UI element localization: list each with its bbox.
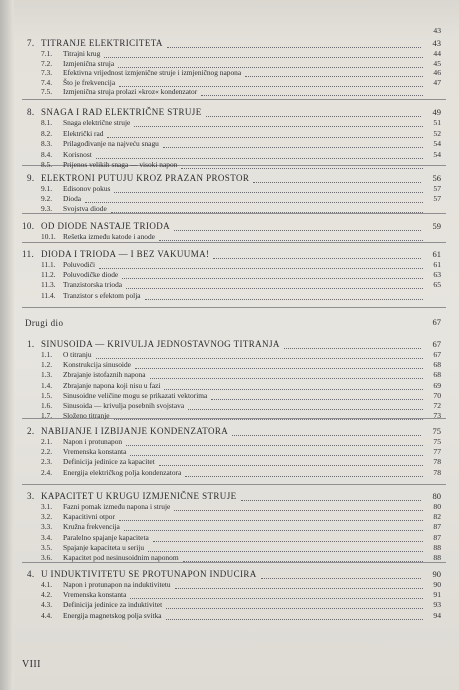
- item-page-number: 90: [433, 580, 441, 589]
- section-number: 11.: [22, 249, 35, 259]
- dot-leader: [201, 95, 423, 96]
- item-number: 7.3.: [41, 68, 53, 78]
- item-title: Napon i protunapon na induktivitetu: [63, 580, 171, 589]
- item-page-number: 61: [433, 260, 441, 269]
- item-number: 8.4.: [41, 149, 53, 159]
- dot-leader: [126, 288, 423, 289]
- item-number: 11.3.: [41, 280, 56, 290]
- item-title: Prijenos velikih snaga — visoki napon: [63, 160, 178, 169]
- item-page-number: 88: [433, 553, 441, 562]
- item-title: Izmjenična struja prolazi »kroz« kondenzator: [63, 87, 198, 97]
- item-title: Efektivna vrijednost izmjenične struje i izmjeničnog napona: [63, 68, 242, 78]
- item-number: 7.5.: [41, 87, 53, 97]
- item-title: Rešetka između katode i anode: [63, 232, 155, 241]
- item-page-number: 82: [433, 512, 441, 522]
- item-title: Kružna frekvencija: [63, 522, 120, 532]
- section-page-number: 61: [432, 249, 441, 259]
- item-number: 10.1.: [41, 232, 56, 241]
- dot-leader: [181, 168, 423, 169]
- item-number: 11.1.: [41, 260, 56, 269]
- section-number: 9.: [27, 173, 35, 183]
- item-page-number: 88: [433, 542, 441, 552]
- section-title: SNAGA I RAD ELEKTRIČNE STRUJE: [41, 107, 202, 117]
- dot-leader: [114, 419, 423, 420]
- section-number: 4.: [27, 569, 35, 579]
- item-page-number: 93: [433, 600, 441, 610]
- item-title: Vremenska konstanta: [63, 447, 127, 457]
- dot-leader: [164, 389, 423, 390]
- item-title: Kapacitivni otpor: [63, 512, 115, 522]
- item-page-number: 94: [433, 610, 441, 620]
- item-page-number: 46: [433, 68, 441, 78]
- item-number: 4.3.: [41, 600, 53, 610]
- dot-leader: [174, 230, 421, 231]
- section-number: 8.: [27, 107, 35, 117]
- item-title: Titrajni krug: [63, 49, 101, 58]
- section-title: NABIJANJE I IZBIJANJE KONDENZATORA: [41, 426, 229, 436]
- dot-leader: [167, 47, 421, 48]
- item-number: 8.2.: [41, 128, 53, 138]
- item-title: Što je frekvencija: [63, 77, 116, 87]
- item-number: 4.1.: [41, 580, 53, 589]
- item-page-number: 52: [433, 128, 441, 138]
- item-title: Zbrajanje istofaznih napona: [63, 370, 146, 380]
- item-number: 3.6.: [41, 553, 53, 562]
- item-number: 3.5.: [41, 542, 53, 552]
- section-number: 7.: [27, 38, 35, 48]
- item-page-number: 68: [433, 360, 441, 370]
- dot-leader: [163, 147, 423, 148]
- dot-leader: [135, 368, 423, 369]
- item-number: 2.4.: [41, 467, 53, 477]
- item-title: Energija magnetskog polja svitka: [63, 610, 162, 620]
- page-folio: VIII: [22, 659, 41, 670]
- item-title: Izmjenična struja: [63, 58, 115, 68]
- section-page-number: 80: [432, 491, 441, 501]
- section-title: DIODA I TRIODA — I BEZ VAKUUMA!: [41, 249, 210, 259]
- item-number: 7.1.: [41, 49, 53, 58]
- dot-leader: [104, 57, 423, 58]
- section-page-number: 59: [432, 221, 441, 231]
- section-number: 3.: [27, 491, 35, 501]
- dot-leader: [183, 561, 423, 562]
- item-number: 1.4.: [41, 380, 53, 390]
- item-title: Zbrajanje napona koji nisu u fazi: [63, 380, 161, 390]
- item-page-number: 65: [433, 280, 441, 290]
- item-title: Električki rad: [63, 128, 104, 138]
- item-title: Napon i protunapon: [63, 437, 123, 446]
- item-number: 1.6.: [41, 401, 53, 410]
- dot-leader: [85, 202, 423, 203]
- dot-leader: [99, 268, 423, 269]
- dot-leader: [130, 455, 423, 456]
- item-number: 1.1.: [41, 350, 53, 359]
- section-divider: [22, 242, 446, 243]
- dot-leader: [175, 588, 423, 589]
- item-number: 3.2.: [41, 512, 53, 522]
- item-title: Edisonov pokus: [63, 184, 111, 193]
- top-page-number: 43: [433, 26, 441, 35]
- dot-leader: [253, 182, 421, 183]
- item-title: Spajanje kapaciteta u seriju: [63, 542, 145, 552]
- item-page-number: 91: [433, 590, 441, 600]
- section-title: KAPACITET U KRUGU IZMJENIČNE STRUJE: [41, 491, 237, 501]
- item-number: 3.4.: [41, 532, 53, 542]
- item-title: Definicija jedinice za kapacitet: [63, 457, 155, 467]
- item-page-number: 47: [433, 77, 441, 87]
- item-page-number: 67: [433, 350, 441, 359]
- dot-leader: [107, 137, 423, 138]
- item-number: 4.2.: [41, 590, 53, 600]
- item-page-number: 63: [433, 270, 441, 280]
- item-number: 4.4.: [41, 610, 53, 620]
- item-title: Tranzistorska trioda: [63, 280, 123, 290]
- item-title: Vremenska konstanta: [63, 590, 127, 600]
- item-page-number: 87: [433, 532, 441, 542]
- section-divider: [22, 307, 446, 308]
- item-page-number: 87: [433, 522, 441, 532]
- item-number: 8.1.: [41, 118, 53, 127]
- item-page-number: 57: [433, 193, 441, 203]
- section-page-number: 56: [432, 173, 441, 183]
- item-number: 8.3.: [41, 139, 53, 148]
- section-number: 10.: [22, 221, 35, 231]
- section-divider: [22, 484, 446, 485]
- dot-leader: [232, 435, 421, 436]
- item-number: 2.3.: [41, 457, 53, 467]
- dot-leader: [245, 76, 423, 77]
- dot-leader: [96, 158, 423, 159]
- dot-leader: [166, 619, 423, 620]
- item-page-number: 75: [433, 437, 441, 446]
- item-number: 1.3.: [41, 370, 53, 380]
- item-number: 2.1.: [41, 437, 53, 446]
- item-number: 1.2.: [41, 360, 53, 370]
- section-title: U INDUKTIVITETU SE PROTUNAPON INDUCIRA: [41, 569, 257, 579]
- item-number: 3.3.: [41, 522, 53, 532]
- item-title: Konstrukcija sinusoide: [63, 360, 131, 370]
- item-page-number: 80: [433, 502, 441, 511]
- dot-leader: [188, 409, 423, 410]
- section-page-number: 90: [432, 569, 441, 579]
- item-page-number: 69: [433, 380, 441, 390]
- item-page-number: 68: [433, 370, 441, 380]
- dot-leader: [150, 378, 423, 379]
- item-number: 11.2.: [41, 270, 56, 280]
- section-title: OD DIODE NASTAJE TRIODA: [41, 221, 171, 231]
- dot-leader: [213, 258, 421, 259]
- item-number: 1.7.: [41, 411, 53, 421]
- item-number: 9.1.: [41, 184, 53, 193]
- item-page-number: 70: [433, 390, 441, 400]
- item-page-number: 73: [433, 411, 441, 421]
- item-page-number: 78: [433, 467, 441, 477]
- item-page-number: 57: [433, 184, 441, 193]
- item-page-number: 45: [433, 58, 441, 68]
- dot-leader: [130, 598, 423, 599]
- item-page-number: 54: [433, 139, 441, 148]
- item-title: Sinusoidne veličine mogu se prikazati vektorima: [63, 390, 208, 400]
- item-number: 3.1.: [41, 502, 53, 511]
- dot-leader: [159, 240, 423, 241]
- item-title: Prilagođivanje na najveću snagu: [63, 139, 159, 148]
- section-divider: [22, 562, 446, 563]
- section-page-number: 43: [432, 38, 441, 48]
- item-title: Snaga električne struje: [63, 118, 131, 127]
- dot-leader: [185, 476, 423, 477]
- item-number: 7.2.: [41, 58, 53, 68]
- item-number: 11.4.: [41, 290, 56, 300]
- dot-leader: [166, 608, 423, 609]
- item-title: Poluvodičke diode: [63, 270, 119, 280]
- dot-leader: [126, 445, 423, 446]
- item-page-number: 78: [433, 457, 441, 467]
- item-title: O titranju: [63, 350, 92, 359]
- section-number: 2.: [27, 426, 35, 436]
- item-title: Sinusoida — krivulja posebnih svojstava: [63, 401, 185, 410]
- section-title: ELEKTRONI PUTUJU KROZ PRAZAN PROSTOR: [41, 173, 250, 183]
- item-title: Korisnost: [63, 149, 92, 159]
- dot-leader: [148, 551, 423, 552]
- section-number: 1.: [27, 339, 35, 349]
- item-number: 2.2.: [41, 447, 53, 457]
- item-title: Energija električkog polja kondenzatora: [63, 467, 182, 477]
- item-title: Kapacitet pod nesinusoidnim naponom: [63, 553, 179, 562]
- dot-leader: [145, 299, 423, 300]
- dot-leader: [134, 126, 423, 127]
- item-page-number: 72: [433, 401, 441, 410]
- item-title: Definicija jedinice za induktivitet: [63, 600, 163, 610]
- item-page-number: 44: [433, 49, 441, 58]
- dot-leader: [174, 510, 423, 511]
- item-title: Svojstva diode: [63, 203, 107, 213]
- dot-leader: [119, 520, 423, 521]
- section-divider: [22, 99, 446, 100]
- dot-leader: [111, 212, 423, 213]
- section-divider: [22, 213, 446, 214]
- item-number: 1.5.: [41, 390, 53, 400]
- dot-leader: [159, 465, 423, 466]
- dot-leader: [211, 399, 423, 400]
- item-number: 9.2.: [41, 193, 53, 203]
- dot-leader: [284, 348, 421, 349]
- item-title: Poluvodiči: [63, 260, 96, 269]
- section-page-number: 67: [432, 339, 441, 349]
- dot-leader: [114, 192, 423, 193]
- item-number: 8.5.: [41, 160, 53, 169]
- dot-leader: [241, 500, 421, 501]
- item-title: Tranzistor s efektom polja: [63, 290, 141, 300]
- dot-leader: [206, 116, 421, 117]
- dot-leader: [122, 278, 423, 279]
- item-title: Paralelno spajanje kapaciteta: [63, 532, 149, 542]
- item-number: 9.3.: [41, 203, 53, 213]
- part-heading: Drugi dio: [25, 318, 64, 328]
- item-number: 7.4.: [41, 77, 53, 87]
- item-title: Dioda: [63, 193, 82, 203]
- section-page-number: 49: [432, 107, 441, 117]
- section-title: TITRANJE ELEKTRICITETA: [41, 38, 163, 48]
- item-page-number: 51: [433, 118, 441, 127]
- item-title: Fazni pomak između napona i struje: [63, 502, 171, 511]
- section-title: SINUSOIDA — KRIVULJA JEDNOSTAVNOG TITRANJA: [41, 339, 280, 349]
- section-page-number: 75: [432, 426, 441, 436]
- dot-leader: [153, 541, 423, 542]
- item-page-number: 77: [433, 447, 441, 457]
- item-page-number: 54: [433, 149, 441, 159]
- dot-leader: [261, 578, 421, 579]
- part-page-number: 67: [432, 317, 441, 327]
- dot-leader: [124, 530, 423, 531]
- dot-leader: [96, 358, 423, 359]
- item-title: Složeno titranje: [63, 411, 110, 421]
